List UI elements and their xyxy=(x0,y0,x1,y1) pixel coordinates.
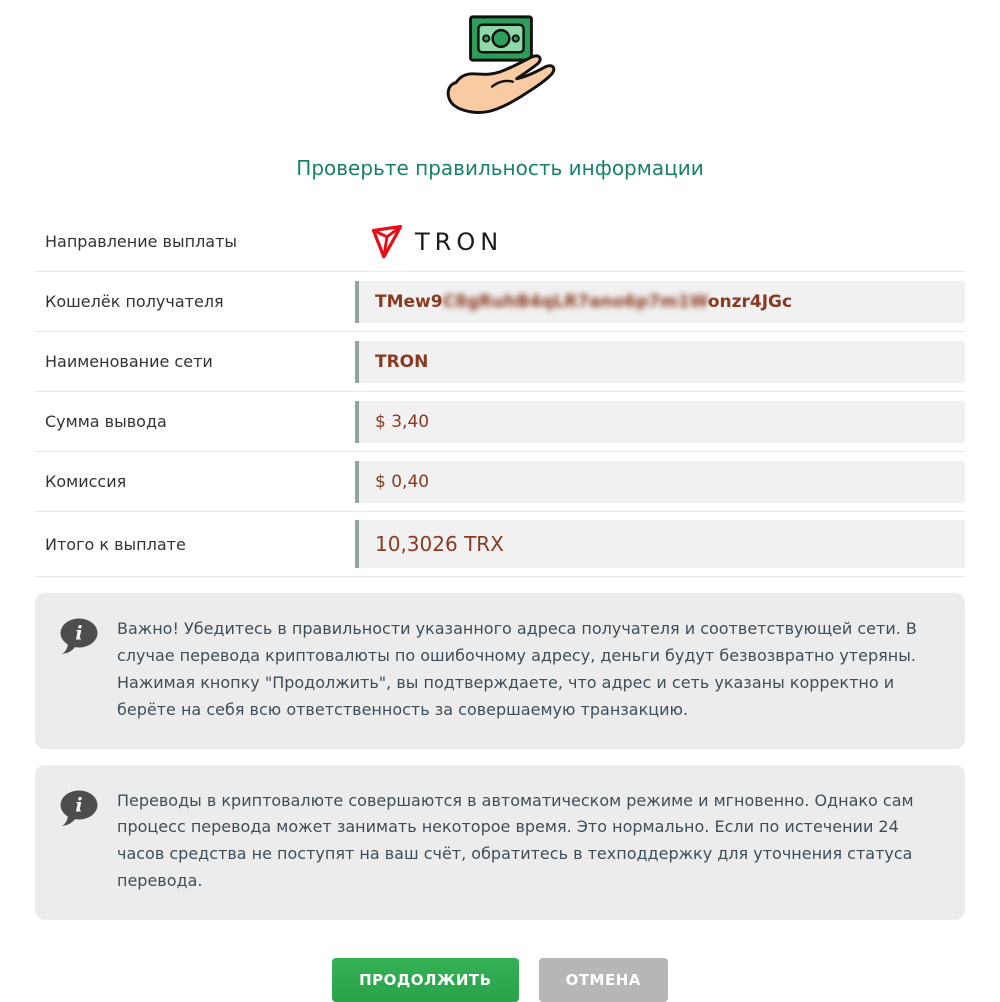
table-row-wallet xyxy=(35,272,965,332)
tron-wordmark: TRON xyxy=(415,227,504,256)
warning-notice xyxy=(35,593,965,749)
row-label: Направление выплаты xyxy=(45,232,238,251)
processing-time-notice xyxy=(35,765,965,921)
fee-value: $ 0,40 xyxy=(355,461,965,503)
table-row-fee xyxy=(35,452,965,512)
info-speech-bubble-icon xyxy=(59,790,99,828)
tron-logo-icon xyxy=(369,224,405,260)
payout-details-table xyxy=(35,212,965,577)
info-speech-bubble-icon xyxy=(59,618,99,656)
row-label: Комиссия xyxy=(45,472,127,491)
svg-text:i: i xyxy=(75,622,83,645)
total-payout-value: 10,3026 TRX xyxy=(355,520,965,568)
withdrawal-amount-value: $ 3,40 xyxy=(355,401,965,443)
wallet-address-value xyxy=(355,281,965,323)
wallet-address-blurred-part: C8gRuhB4qLR7ano6p7m1W xyxy=(442,291,708,312)
table-row-amount xyxy=(35,392,965,452)
action-buttons xyxy=(0,958,1000,1002)
wallet-address-suffix: onzr4JGc xyxy=(707,291,793,312)
wallet-address-prefix: TMew9 xyxy=(375,291,443,312)
cancel-button[interactable]: ОТМЕНА xyxy=(539,958,668,1002)
row-label: Кошелёк получателя xyxy=(45,292,224,311)
row-label: Итого к выплате xyxy=(45,534,186,554)
row-label: Сумма вывода xyxy=(45,412,167,431)
continue-button[interactable]: ПРОДОЛЖИТЬ xyxy=(332,958,518,1002)
warning-notice-text: Важно! Убедитесь в правильности указанного адреса получателя и соответствующей сети. В случае перевода криптовалюты по ошибочному адресу, деньги будут безвозвратно утеряны. Нажимая кнопку "Продолжить", вы подтверждаете, что адрес и сеть указаны корректно и берёте на себя всю ответственность за совершаемую транзакцию. xyxy=(117,619,917,719)
table-row-network xyxy=(35,332,965,392)
cash-in-hand-icon xyxy=(441,12,559,118)
payout-network-logo xyxy=(355,224,965,260)
hero-illustration xyxy=(0,0,1000,122)
processing-time-notice-text: Переводы в криптовалюте совершаются в автоматическом режиме и мгновенно. Однако сам процесс перевода может занимать некоторое время. Это нормально. Если по истечении 24 часов средства не поступят на ваш счёт, обратитесь в техподдержку для уточнения статуса перевода. xyxy=(117,790,914,891)
table-row-direction xyxy=(35,212,965,272)
table-row-total xyxy=(35,512,965,577)
svg-text:i: i xyxy=(75,794,83,816)
notice-icon-wrap xyxy=(59,616,99,724)
row-label: Наименование сети xyxy=(45,352,213,371)
notice-icon-wrap xyxy=(59,788,99,896)
network-name-value: TRON xyxy=(355,341,965,383)
page-title: Проверьте правильность информации xyxy=(296,156,704,180)
